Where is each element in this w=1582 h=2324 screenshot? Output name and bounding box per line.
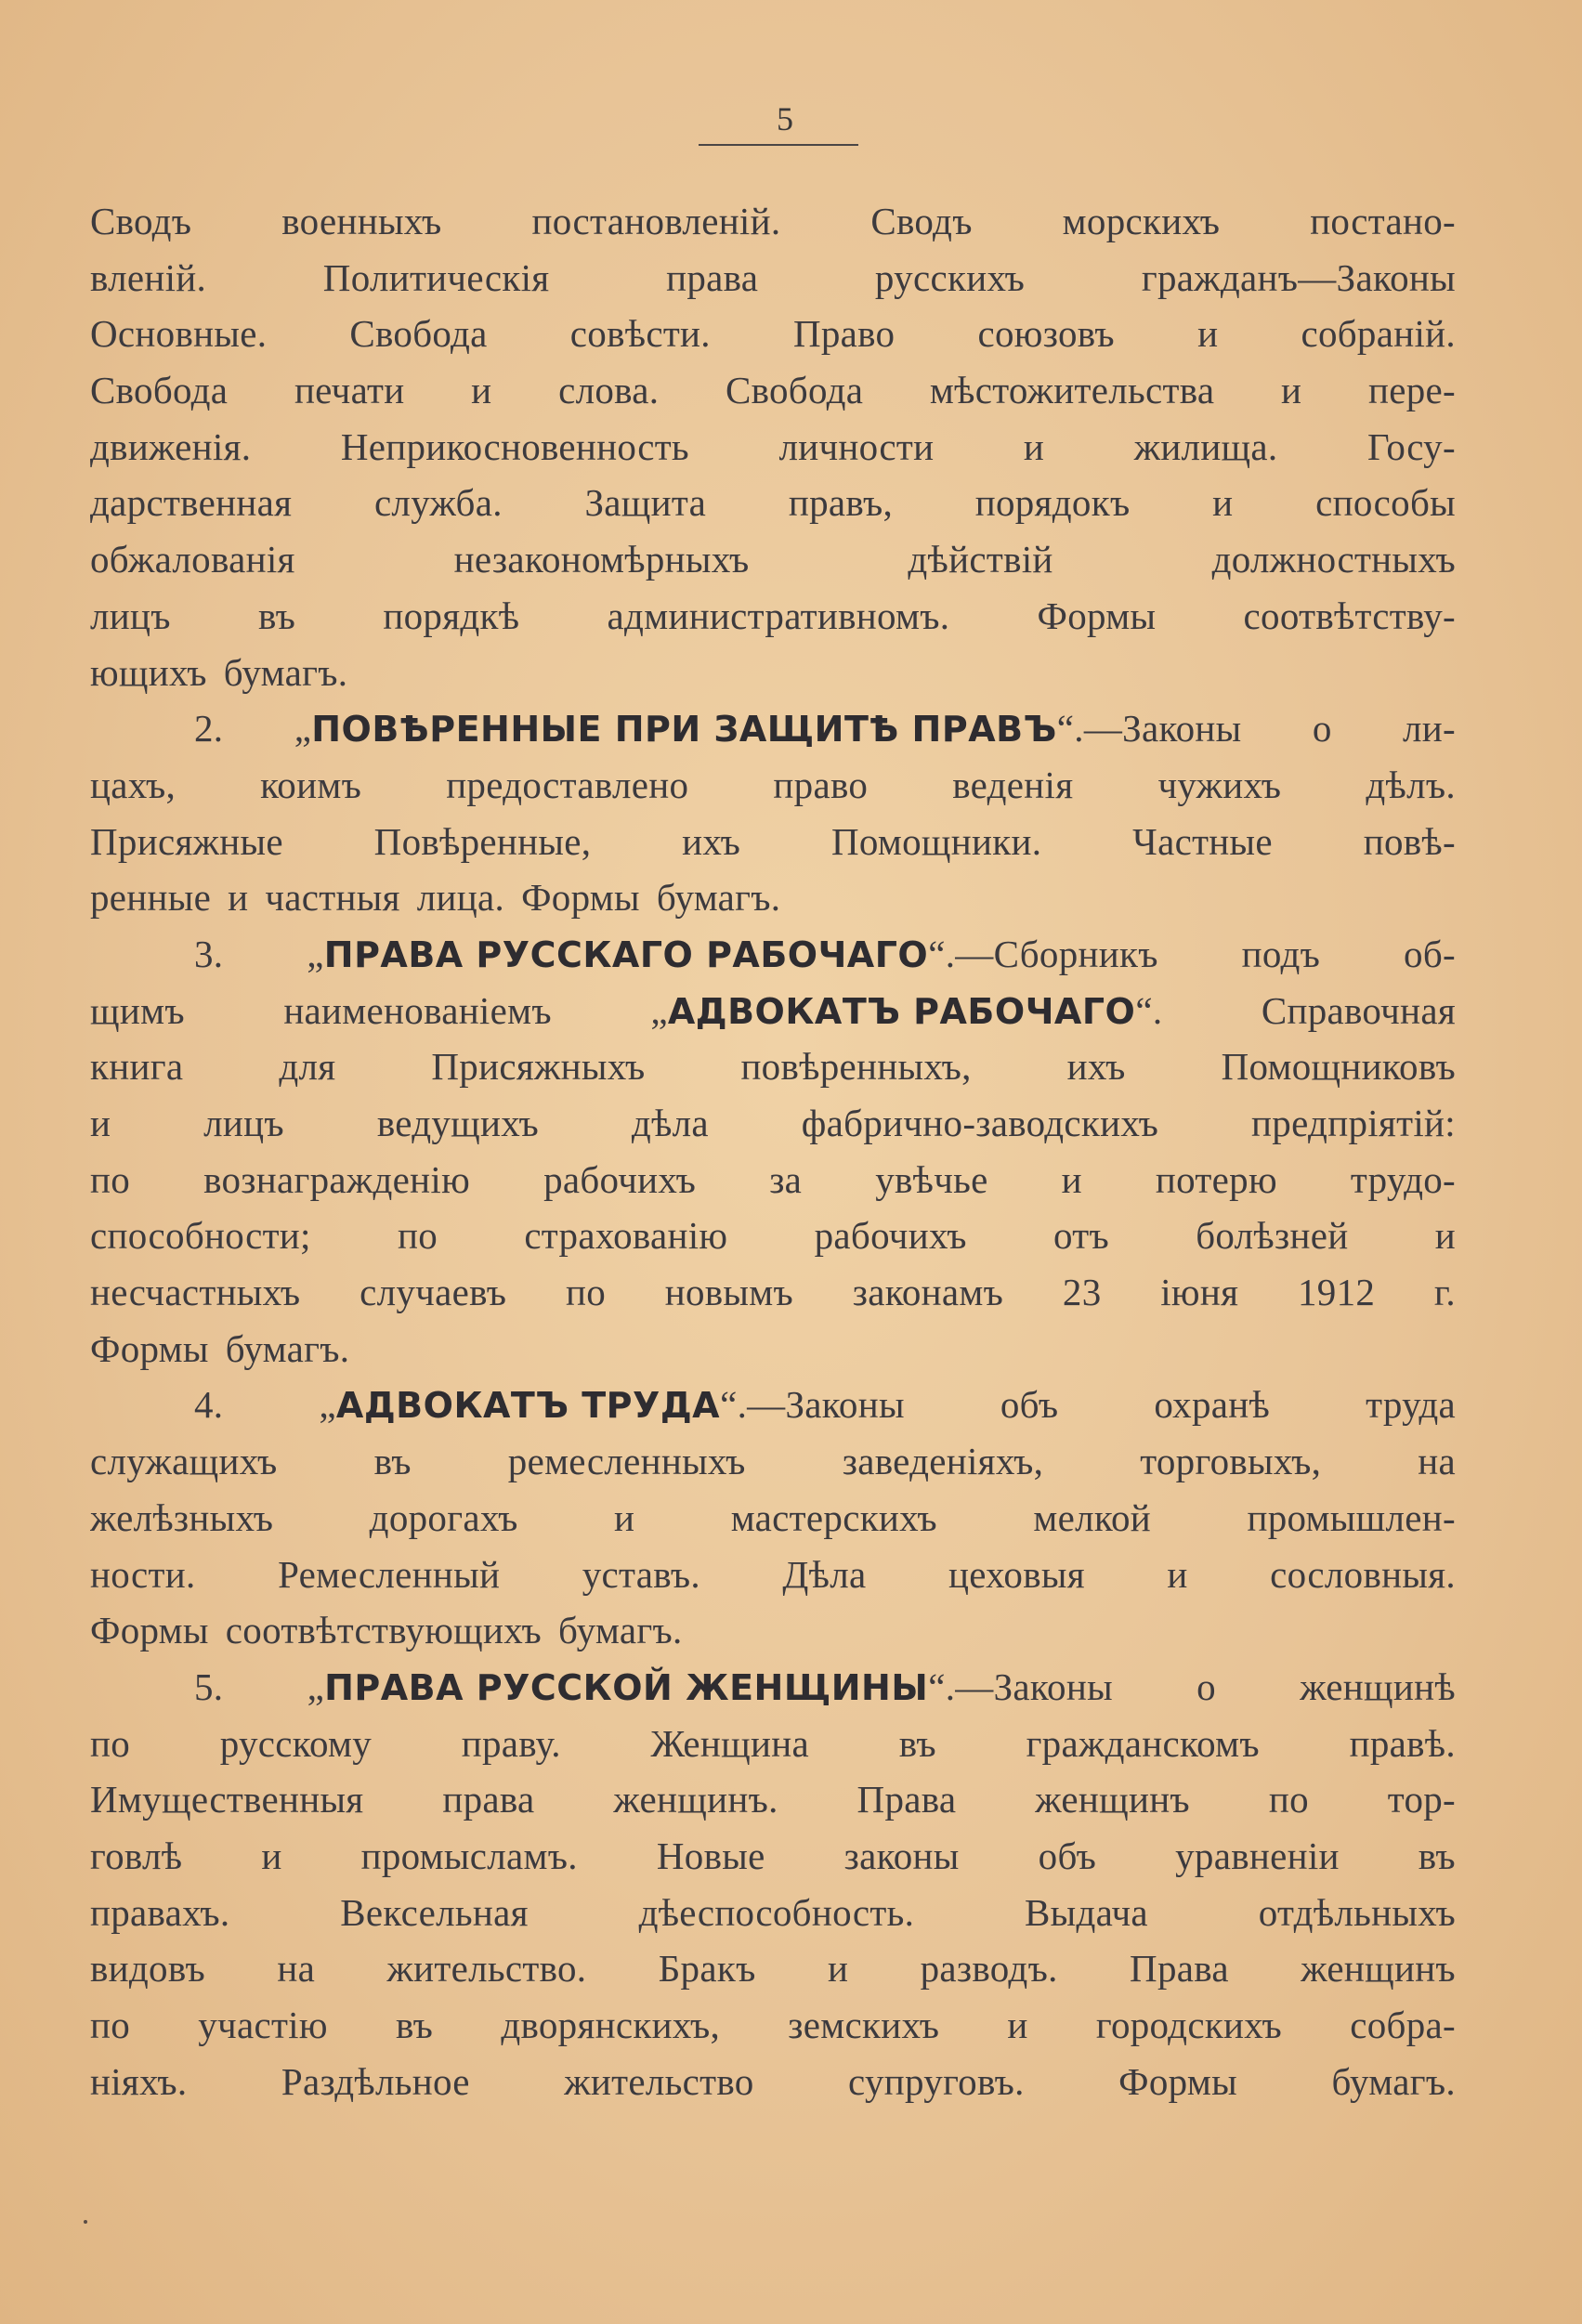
word: Присяжныхъ	[431, 1045, 646, 1089]
word: права	[442, 1778, 535, 1821]
word: соотвѣтству-	[1243, 594, 1456, 637]
word: Право	[792, 312, 896, 356]
word: книга	[90, 1045, 184, 1089]
word: и	[1007, 2004, 1028, 2046]
word: 1912	[1297, 1271, 1376, 1314]
text-line	[90, 1940, 1456, 1997]
word: и	[90, 1102, 111, 1144]
word: Защита	[584, 481, 707, 525]
word: дворянскихъ,	[501, 2004, 721, 2046]
word: ремесленныхъ	[507, 1440, 746, 1483]
word: за	[769, 1157, 803, 1201]
text-line	[90, 1828, 1456, 1885]
word: торговыхъ,	[1140, 1440, 1322, 1483]
text-line	[90, 869, 1456, 926]
section-heading: ПОВѢРЕННЫЕ ПРИ ЗАЩИТѢ ПРАВЪ	[311, 709, 1057, 751]
word: новымъ	[664, 1271, 794, 1314]
word: ности.	[90, 1552, 196, 1596]
word: порядкѣ	[383, 594, 520, 637]
word: рабочихъ	[543, 1157, 697, 1201]
word: на	[1418, 1440, 1456, 1483]
word: гражданскомъ	[1026, 1721, 1260, 1765]
word: мѣстожительства	[929, 369, 1215, 412]
word: по	[90, 1721, 131, 1765]
word: способы	[1315, 481, 1456, 525]
text-line	[90, 306, 1456, 362]
text-line	[90, 1547, 1456, 1603]
word: пере-	[1367, 369, 1456, 412]
word: жительство.	[386, 1947, 587, 1991]
word: женщинъ	[1301, 1947, 1456, 1991]
word: Политическія	[322, 255, 550, 299]
word: лицъ	[90, 594, 171, 637]
section-heading: АДВОКАТЪ ТРУДА	[335, 1385, 721, 1427]
word: Формы	[521, 876, 640, 920]
word: ющихъ	[90, 650, 207, 694]
word: бумагъ.	[225, 1326, 350, 1370]
word: подъ	[1241, 932, 1321, 975]
word: Имущественныя	[90, 1778, 364, 1821]
text-line	[90, 1602, 1456, 1659]
word: порядокъ	[974, 481, 1131, 525]
word: страхованію	[524, 1214, 728, 1258]
word: Формы	[90, 1609, 209, 1652]
word: ихъ	[1066, 1045, 1126, 1089]
word: „ПРАВА РУССКАГО РАБОЧАГО“.—Сборникъ	[307, 932, 1158, 975]
word: бумагъ.	[558, 1609, 683, 1652]
word: обжалованія	[90, 538, 295, 581]
word: и	[1061, 1157, 1082, 1201]
word: собра-	[1350, 2004, 1456, 2046]
word: по	[398, 1214, 438, 1258]
word: дѣйствій	[908, 538, 1053, 581]
word: промысламъ.	[360, 1834, 578, 1877]
word: женщинѣ	[1300, 1665, 1456, 1708]
text-line	[90, 645, 1456, 701]
word: отдѣльныхъ	[1258, 1890, 1456, 1934]
word: Новые	[656, 1834, 765, 1877]
word: охранѣ	[1154, 1383, 1271, 1427]
word: по	[90, 1157, 131, 1201]
text-line	[90, 419, 1456, 476]
word: видовъ	[90, 1947, 205, 1991]
word: въ	[257, 594, 296, 637]
word: повѣренныхъ,	[740, 1045, 972, 1089]
word: болѣзней	[1196, 1214, 1349, 1258]
word: бумагъ.	[223, 650, 348, 694]
text-line	[90, 1095, 1456, 1152]
word: жительство	[564, 2059, 754, 2103]
word: тор-	[1387, 1778, 1456, 1821]
word: веденія	[952, 763, 1074, 806]
word: цеховыя	[948, 1552, 1085, 1596]
word: и	[1167, 1552, 1188, 1596]
word: по	[90, 2004, 131, 2046]
word: заведеніяхъ,	[842, 1440, 1044, 1483]
word: должностныхъ	[1211, 538, 1456, 581]
word: и	[261, 1834, 282, 1877]
word: ведущихъ	[376, 1102, 539, 1144]
word: и	[827, 1947, 849, 1991]
word: служба.	[373, 481, 503, 525]
text-line	[90, 475, 1456, 531]
word: трудо-	[1350, 1157, 1456, 1201]
word: чужихъ	[1157, 763, 1282, 806]
word: военныхъ	[281, 200, 442, 242]
word: по	[565, 1271, 607, 1314]
word: женщинъ.	[613, 1778, 778, 1821]
word: незакономѣрныхъ	[453, 538, 750, 581]
word: Свобода	[725, 369, 864, 412]
word: союзовъ	[977, 312, 1115, 356]
word: фабрично-заводскихъ	[801, 1102, 1159, 1144]
word: движенія.	[90, 424, 252, 468]
text-line	[90, 1490, 1456, 1547]
word: разводъ.	[920, 1947, 1058, 1991]
word: мастерскихъ	[730, 1495, 937, 1539]
word: Справочная	[1261, 988, 1456, 1032]
word: дорогахъ	[369, 1495, 518, 1539]
word: Выдача	[1024, 1890, 1148, 1934]
word: Свобода	[349, 312, 488, 356]
word: Ремесленный	[278, 1552, 501, 1596]
word: праву.	[461, 1721, 561, 1765]
section-heading: ПРАВА РУССКАГО РАБОЧАГО	[323, 934, 929, 975]
word: земскихъ	[788, 2004, 940, 2046]
word: „АДВОКАТЪ ТРУДА“.—Законы	[319, 1383, 905, 1427]
word: ренные	[90, 876, 212, 920]
word: отъ	[1052, 1214, 1109, 1258]
text-line	[90, 814, 1456, 870]
word: городскихъ	[1095, 2004, 1283, 2046]
text-line	[90, 1716, 1456, 1772]
word: уставъ.	[582, 1552, 700, 1596]
text-line	[90, 588, 1456, 645]
word: женщинъ	[1035, 1778, 1190, 1821]
text-line	[90, 1038, 1456, 1095]
word: „АДВОКАТЪ РАБОЧАГО“.	[650, 988, 1163, 1032]
word: Формы	[1118, 2059, 1237, 2103]
word: собраній.	[1301, 312, 1456, 356]
text-line	[90, 1152, 1456, 1208]
word: об-	[1404, 932, 1456, 975]
word: Частные	[1132, 819, 1273, 863]
word: бумагъ.	[1331, 2059, 1456, 2103]
body-text	[90, 193, 1456, 2109]
text-line	[90, 757, 1456, 814]
section-heading: АДВОКАТЪ РАБОЧАГО	[667, 990, 1136, 1032]
word: 2.	[194, 707, 224, 751]
word: Формы	[1037, 594, 1157, 637]
text-line	[90, 1264, 1456, 1321]
word: въ	[898, 1721, 936, 1765]
text-line	[90, 700, 1456, 757]
word: для	[279, 1045, 336, 1089]
word: Формы	[90, 1326, 209, 1370]
word: бумагъ.	[656, 876, 781, 920]
word: законы	[843, 1834, 960, 1877]
word: участію	[198, 2004, 328, 2046]
word: іюня	[1160, 1271, 1239, 1314]
word: несчастныхъ	[90, 1271, 301, 1314]
word: сословныя.	[1270, 1552, 1456, 1596]
word: дарственная	[90, 481, 293, 525]
text-line	[90, 1208, 1456, 1264]
word: промышлен-	[1247, 1495, 1456, 1539]
word: желѣзныхъ	[90, 1495, 274, 1539]
word: законамъ	[852, 1271, 1004, 1314]
word: Повѣренные,	[373, 819, 592, 863]
text-line	[90, 1433, 1456, 1490]
word: цахъ,	[90, 763, 177, 806]
text-line	[90, 193, 1456, 250]
word: и	[1023, 424, 1045, 468]
word: г.	[1433, 1271, 1456, 1314]
word: Раздѣльное	[281, 2059, 470, 2103]
word: 4.	[194, 1383, 224, 1427]
word: дѣеспособность.	[638, 1890, 915, 1934]
word: дѣлъ.	[1366, 763, 1456, 806]
word: право	[773, 763, 869, 806]
word: Присяжные	[90, 819, 283, 863]
word: „ПРАВА РУССКОЙ ЖЕНЩИНЫ“.—Законы	[307, 1665, 1113, 1708]
word: гражданъ—Законы	[1141, 255, 1456, 299]
word: Свобода	[90, 369, 229, 412]
word: по	[1268, 1778, 1309, 1821]
word: говлѣ	[90, 1834, 183, 1877]
word: щимъ	[90, 988, 185, 1032]
text-line	[90, 983, 1456, 1039]
word: „ПОВѢРЕННЫЕ ПРИ ЗАЩИТѢ ПРАВЪ“.—Законы	[294, 707, 1242, 751]
text-line	[90, 926, 1456, 983]
text-line	[90, 1997, 1456, 2054]
word: лица.	[416, 876, 505, 920]
word: Права	[1130, 1947, 1229, 1991]
word: повѣ-	[1363, 819, 1456, 863]
word: и	[471, 369, 492, 412]
section-heading: ПРАВА РУССКОЙ ЖЕНЩИНЫ	[324, 1666, 929, 1708]
text-line	[90, 250, 1456, 307]
word: Помощниковъ	[1221, 1045, 1456, 1089]
word: постановленій.	[531, 200, 781, 242]
word: случаевъ	[360, 1271, 507, 1314]
word: на	[277, 1947, 316, 1991]
word: вленій.	[90, 255, 207, 299]
word: о	[1196, 1665, 1216, 1708]
word: и	[1197, 312, 1219, 356]
word: Права	[856, 1778, 957, 1821]
word: личности	[778, 424, 935, 468]
word: ніяхъ.	[90, 2059, 188, 2103]
word: мелкой	[1033, 1495, 1152, 1539]
word: совѣсти.	[569, 312, 711, 356]
word: коимъ	[260, 763, 362, 806]
word: Сводъ	[870, 200, 973, 242]
word: объ	[1038, 1834, 1097, 1877]
word: потерю	[1155, 1157, 1277, 1201]
word: и	[1281, 369, 1302, 412]
word: печати	[294, 369, 405, 412]
word: 23	[1062, 1271, 1102, 1314]
text-line	[90, 531, 1456, 588]
word: правахъ.	[90, 1890, 230, 1934]
word: вознагражденію	[203, 1157, 471, 1201]
word: предпріятій:	[1251, 1102, 1456, 1144]
word: Бракъ	[658, 1947, 756, 1991]
word: русскому	[219, 1721, 373, 1765]
word: жилища.	[1133, 424, 1278, 468]
text-line	[90, 2054, 1456, 2110]
word: правъ,	[788, 481, 894, 525]
word: увѣчье	[875, 1157, 988, 1201]
word: Дѣла	[782, 1552, 867, 1596]
word: въ	[1418, 1834, 1456, 1877]
word: частныя	[265, 876, 400, 920]
text-line	[90, 1377, 1456, 1433]
word: въ	[395, 2004, 434, 2046]
word: въ	[373, 1440, 412, 1483]
text-line	[90, 1885, 1456, 1941]
word: Основные.	[90, 312, 268, 356]
word: русскихъ	[874, 255, 1026, 299]
word: Сводъ	[90, 200, 192, 242]
word: Госу-	[1367, 424, 1456, 468]
word: труда	[1366, 1383, 1456, 1427]
paper-speck	[84, 2220, 87, 2224]
word: Вексельная	[340, 1890, 529, 1934]
word: способности;	[90, 1214, 311, 1258]
word: Помощники.	[830, 819, 1042, 863]
word: 5.	[194, 1665, 224, 1708]
text-line	[90, 1771, 1456, 1828]
word: объ	[1000, 1383, 1059, 1427]
word: правѣ.	[1349, 1721, 1456, 1765]
word: соотвѣтствующихъ	[225, 1609, 543, 1652]
page-number-rule	[699, 144, 858, 146]
word: лицъ	[203, 1102, 284, 1144]
word: ихъ	[682, 819, 741, 863]
word: и	[1434, 1214, 1456, 1258]
word: ли-	[1403, 707, 1456, 751]
text-line	[90, 1659, 1456, 1716]
word: о	[1312, 707, 1332, 751]
word: Женщина	[650, 1721, 810, 1765]
word: слова.	[558, 369, 660, 412]
word: и	[1212, 481, 1234, 525]
word: уравненіи	[1175, 1834, 1340, 1877]
word: рабочихъ	[814, 1214, 967, 1258]
word: и	[228, 876, 249, 920]
word: права	[666, 255, 759, 299]
word: Неприкосновенность	[340, 424, 689, 468]
word: супруговъ.	[848, 2059, 1025, 2103]
word: постано-	[1310, 200, 1456, 242]
word: служащихъ	[90, 1440, 278, 1483]
word: предоставлено	[446, 763, 689, 806]
word: административномъ.	[607, 594, 950, 637]
word: дѣла	[631, 1102, 709, 1144]
word: 3.	[194, 932, 224, 975]
word: и	[614, 1495, 635, 1539]
text-line	[90, 362, 1456, 419]
text-line	[90, 1321, 1456, 1377]
word: наименованіемъ	[283, 988, 552, 1032]
word: морскихъ	[1062, 200, 1221, 242]
page-number: 5	[777, 100, 793, 137]
